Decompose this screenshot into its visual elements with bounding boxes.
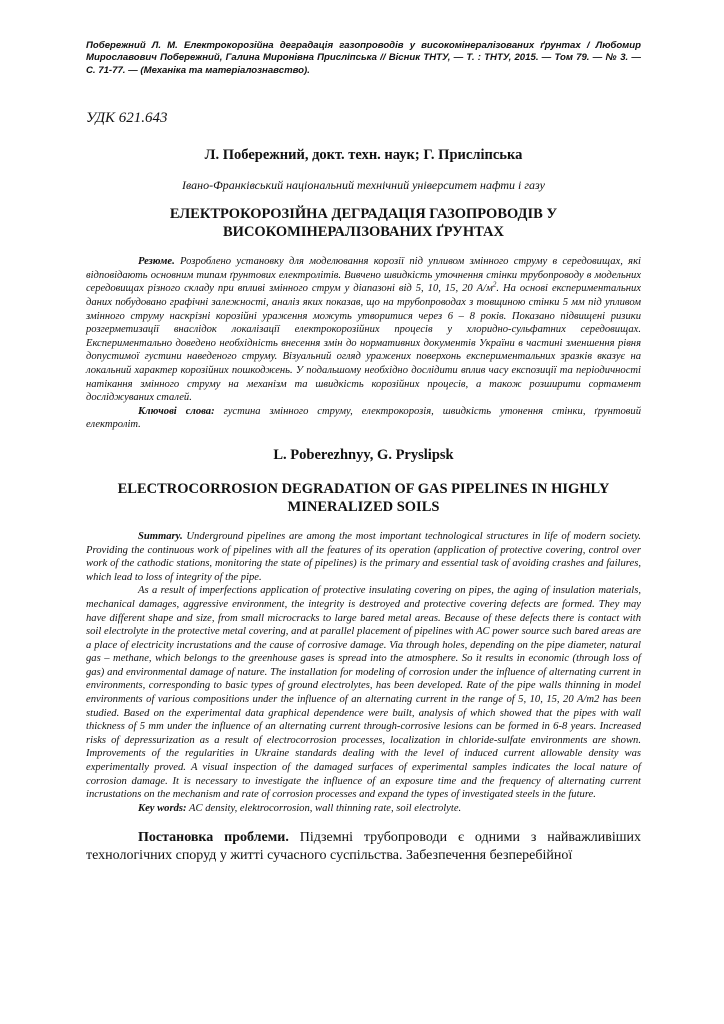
affiliation: Івано-Франківський національний технічний університет нафти і газу [182,178,545,193]
citation-header: Побережний Л. М. Електрокорозійна деградація газопроводів у високомінералізованих ґрунтах / Любомир Мирославович Побережний, Галина Миронівна Прислiпська // Вісник ТНТУ, — Т. : ТНТУ, 2015. — Том 79. — № 3. — С. 71-77. — (Механіка та матеріалознавство). [86,40,641,76]
title-ukrainian: ЕЛЕКТРОКОРОЗІЙНА ДЕГРАДАЦІЯ ГАЗОПРОВОДІВ У ВИСОКОМІНЕРАЛІЗОВАНИХ ҐРУНТАХ [169,206,558,241]
abstract-label: Резюме. [138,256,175,268]
abstract-text-cont: . На основі експериментальних даних побудовано графічні залежності, аналіз яких показав, що на трубопроводах з товщиною стінки 5 мм під упливом змінного струму наскрізні корозійні ураження можуть утворитися через 6 – 8 років. Показано підвищені ризики розгерметизації внаслідок локалізації електрокорозійних процесів у хлоридно-сульфатних середовищах. Експериментально доведено необхідність внесення змін до нормативних документів України в частині зменшення рівня допустимої густини наведеного струму. Візуальний огляд уражених поверхонь експериментальних зразків вказує на локальний характер корозійних пошкоджень. У подальшому необхідно дослідити вплив часу експозиції та періодичності натікання змінного струму на механізм та швидкість корозійних процесів, а також розширити сортамент досліджуваних сталей. [86,283,641,404]
abstract-superscript: 2 [492,280,497,289]
summary-english-p2: As a result of imperfections application of protective insulating covering on pipes, the aging of insulation materials, mechanical damages, aggressive environment, the integrity is destroyed and protective covering defects are formed. They may have different shape and size, from small microcracks to large bared metal areas. Because of these defects there is contact with soil electrolyte in the protective metal covering, and at parallel placement of pipelines with AC power source such bared areas are a place of electricity incrustations and the cause of corrosive damage. Via through holes, depending on the pipe diameter, natural gas – methane, which belongs to the greenhouse gases is spread into the atmosphere. So it results in economic (through loss of gas) and environmental damage of nature. The installation for modeling of corrosion under the influence of alternating current in environments, corresponding to basic types of ground electrolytes, has been developed. Rate of the pipe walls thinning in model environments of various compositions under the influence of an alternating current in the range of 5, 10, 15, 20 A/m2 has been studied. Based on the experimental data graphical dependence were built, analysis of which showed that the pipes with wall thickness of 5 mm under the influence of an alternating current through-corrosive lesions can be formed in 6-8 years. Increased risks of depressurization as a result of electrocorrosion processes, localization in chloride-sulfate environments are shown. Improvements of the regularities in Ukraine standards dealing with the level of induced current allowable density was experimentally proved. A visual inspection of the damaged surfaces of experimental samples indicates the local nature of corrosion damage. It is necessary to investigate the influence of an exposure time and the frequency of alternating current incrustations on the mechanism and rate of corrosion processes and expand the types of investigated steels in the future. [86,585,641,801]
keywords-en-label: Key words: [138,802,187,814]
keywords-ukrainian [86,405,641,432]
keywords-english [86,802,641,816]
authors-ukrainian: Л. Побережний, докт. техн. наук; Г. Прислiпська [204,147,523,164]
abstract-ukrainian [86,255,641,405]
summary-english-p1 [86,530,641,584]
section-heading: Постановка проблеми. [138,830,289,846]
keywords-en-text: AC density, elektrocorrosion, wall thinning rate, soil electrolyte. [186,802,462,814]
keywords-text: густина змінного струму, електрокорозія, швидкість утонення стінки, ґрунтовий електроліт. [86,405,641,431]
keywords-label: Ключові слова: [138,405,215,417]
body-text: Підземні трубопроводи є одними з найважливіших технологічних споруд у житті сучасного суспільства. Забезпечення безперебійної [86,830,641,864]
article-page [86,40,641,865]
abstract-text: Розроблено установку для моделювання корозії під упливом змінного струму в середовищах, які відповідають основним типам ґрунтових електролітів. Вивчено швидкість уточнення стінки трубопроводу в модельних середовищах різного складу при впливі змінного струм у діапазоні від 5, 10, 15, 20 А/м [86,256,641,295]
body-paragraph [86,829,641,865]
title-english: ELECTROCORROSION DEGRADATION OF GAS PIPELINES IN HIGHLY MINERALIZED SOILS [117,480,610,515]
authors-english: L. Poberezhnyy, G. Pryslipsk [273,446,454,463]
udc-code: УДК 621.643 [86,110,168,127]
summary-text: Underground pipelines are among the most important technological structures in life of modern society. Providing the continuous work of pipelines with all the features of its operation (application of protective covering, control over work of the cathodic stations, monitoring the state of pipelines) is the primary and essential task of avoiding crashes and failures, which lead to loss of integrity of the pipe. [86,530,641,583]
summary-label: Summary. [138,530,183,542]
